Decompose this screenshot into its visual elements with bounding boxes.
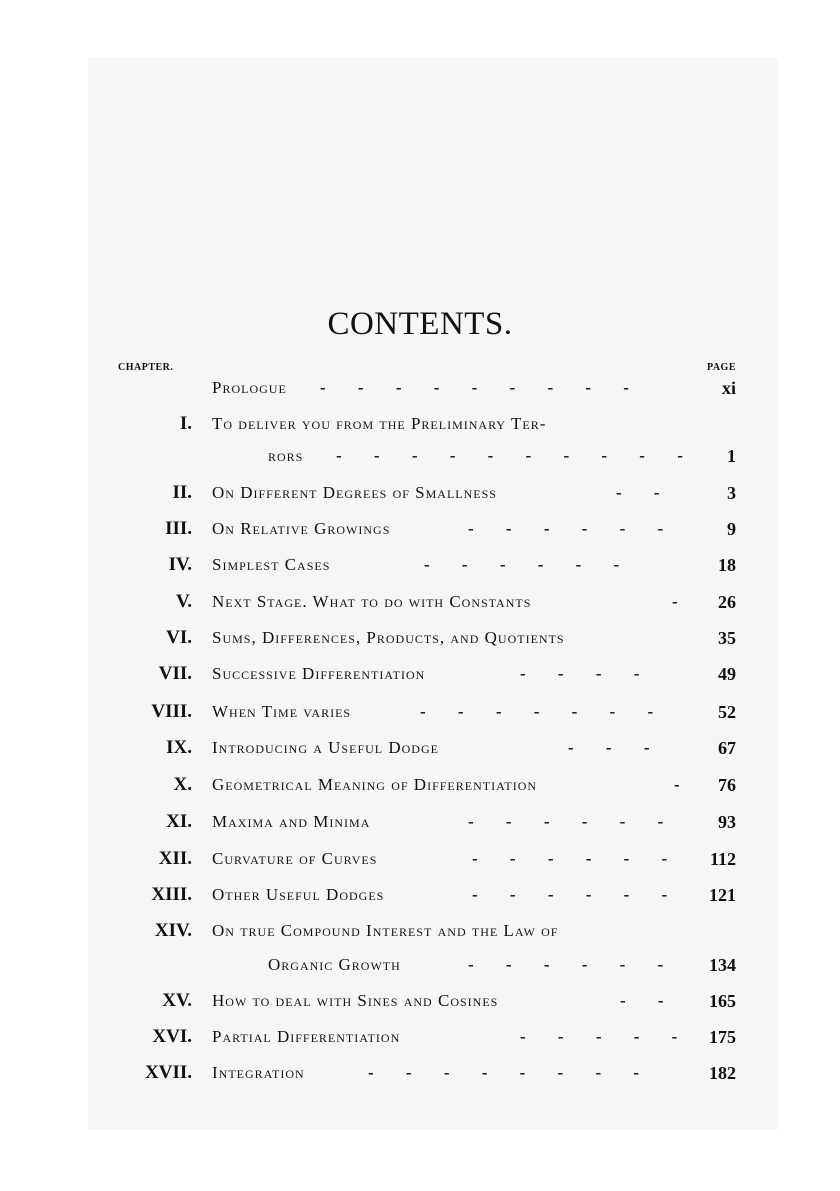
chapter-title: Geometrical Meaning of Differentiation	[212, 775, 538, 794]
chapter-title: On Different Degrees of Smallness	[212, 483, 497, 502]
chapter-title: On true Compound Interest and the Law of	[212, 921, 559, 940]
chapter-title: Partial Differentiation	[212, 1027, 401, 1046]
chapter-number: XIV.	[154, 920, 192, 941]
dot-leader: - - - - - -	[468, 812, 678, 831]
toc-entry-chapter-14-continued[interactable]	[0, 952, 840, 978]
chapter-number: XIII.	[151, 884, 192, 905]
page-number: 76	[718, 775, 736, 795]
toc-entry-chapter-8[interactable]	[0, 699, 840, 725]
chapter-number: VII.	[158, 663, 192, 684]
page-number: 18	[718, 555, 736, 575]
chapter-title: Prologue	[212, 378, 287, 397]
dot-leader: - - - - - -	[472, 885, 682, 904]
chapter-number: VI.	[166, 627, 192, 648]
toc-entry-chapter-11[interactable]	[0, 809, 840, 835]
toc-entry-chapter-2[interactable]	[0, 480, 840, 506]
chapter-column-label: CHAPTER.	[118, 362, 174, 373]
chapter-title: When Time varies	[212, 702, 352, 721]
dot-leader: - -	[616, 483, 674, 502]
chapter-number: XI.	[166, 811, 192, 832]
page-number: 175	[709, 1027, 736, 1047]
toc-entry-chapter-9[interactable]	[0, 735, 840, 761]
chapter-title: Organic Growth	[268, 955, 401, 974]
chapter-title: Curvature of Curves	[212, 849, 378, 868]
chapter-title: Maxima and Minima	[212, 812, 371, 831]
dot-leader: - - -	[568, 738, 664, 757]
chapter-number: XVI.	[152, 1026, 192, 1047]
dot-leader: - - - - - -	[424, 555, 634, 574]
dot-leader: - - - - -	[520, 1027, 692, 1046]
chapter-number: III.	[165, 518, 192, 539]
chapter-title: To deliver you from the Preliminary Ter-	[212, 414, 547, 433]
toc-entry-chapter-16[interactable]	[0, 1024, 840, 1050]
page-number: 3	[727, 483, 736, 503]
chapter-title: Other Useful Dodges	[212, 885, 385, 904]
chapter-number: XVII.	[145, 1062, 192, 1083]
toc-entry-chapter-1-continued[interactable]	[0, 443, 840, 469]
page-number: 35	[718, 628, 736, 648]
page-number: 134	[709, 955, 736, 975]
page-column-label: PAGE	[706, 362, 736, 373]
dot-leader: -	[674, 775, 694, 794]
toc-entry-chapter-17[interactable]	[0, 1060, 840, 1086]
page-number: 112	[709, 849, 736, 869]
chapter-title: How to deal with Sines and Cosines	[212, 991, 499, 1010]
dot-leader: - - - - - - -	[420, 702, 668, 721]
chapter-title: Introducing a Useful Dodge	[212, 738, 439, 757]
toc-entry-prologue[interactable]	[0, 375, 840, 401]
page-number: 1	[727, 446, 736, 466]
toc-entry-chapter-6[interactable]	[0, 625, 840, 651]
chapter-title: Integration	[212, 1063, 305, 1082]
chapter-number: II.	[172, 482, 192, 503]
chapter-title: rors	[268, 446, 304, 465]
page-number: 52	[718, 702, 736, 722]
page-number: 165	[709, 991, 736, 1011]
page-number: 67	[718, 738, 736, 758]
chapter-title: Simplest Cases	[212, 555, 331, 574]
page-number: 9	[727, 519, 736, 539]
page-number: 26	[718, 592, 736, 612]
dot-leader: - - - - - -	[468, 519, 678, 538]
toc-entry-chapter-1[interactable]	[0, 411, 840, 437]
chapter-title: Successive Differentiation	[212, 664, 426, 683]
toc-entry-chapter-12[interactable]	[0, 846, 840, 872]
toc-entry-chapter-14[interactable]	[0, 918, 840, 944]
page-number: xi	[721, 378, 736, 398]
chapter-number: X.	[173, 774, 192, 795]
toc-entry-chapter-5[interactable]	[0, 589, 840, 615]
page-number: 182	[709, 1063, 736, 1083]
dot-leader: - - - - - - - - - -	[336, 446, 697, 465]
dot-leader: - -	[620, 991, 678, 1010]
toc-entry-chapter-13[interactable]	[0, 882, 840, 908]
toc-entry-chapter-15[interactable]	[0, 988, 840, 1014]
chapter-number: IX.	[166, 737, 192, 758]
dot-leader: - - - - - - - -	[368, 1063, 654, 1082]
dot-leader: - - - - - -	[472, 849, 682, 868]
dot-leader: - - - -	[520, 664, 654, 683]
chapter-number: XV.	[162, 990, 192, 1011]
dot-leader: - - - - - - - - -	[320, 378, 643, 397]
chapter-title: Sums, Differences, Products, and Quotients	[212, 628, 565, 647]
chapter-number: VIII.	[151, 701, 192, 722]
chapter-number: XII.	[158, 848, 192, 869]
toc-entry-chapter-7[interactable]	[0, 661, 840, 687]
chapter-number: I.	[179, 413, 192, 434]
chapter-title: Next Stage. What to do with Constants	[212, 592, 532, 611]
dot-leader: - - - - - -	[468, 955, 678, 974]
page-number: 121	[709, 885, 736, 905]
chapter-number: IV.	[168, 554, 192, 575]
page-title: CONTENTS.	[327, 306, 513, 342]
page-number: 49	[718, 664, 736, 684]
page-number: 93	[718, 812, 736, 832]
toc-entry-chapter-3[interactable]	[0, 516, 840, 542]
chapter-number: V.	[175, 591, 192, 612]
toc-entry-chapter-4[interactable]	[0, 552, 840, 578]
dot-leader: -	[672, 592, 692, 611]
chapter-title: On Relative Growings	[212, 519, 391, 538]
toc-entry-chapter-10[interactable]	[0, 772, 840, 798]
